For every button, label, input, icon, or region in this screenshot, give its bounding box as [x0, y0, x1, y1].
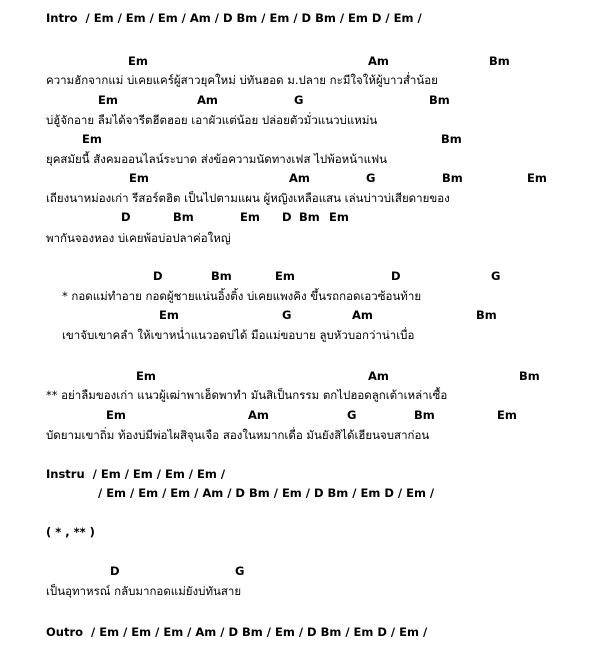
chord: Em — [136, 369, 156, 383]
chord: D — [153, 269, 163, 283]
chord: Am — [248, 408, 269, 422]
chord: D — [282, 210, 292, 224]
chord: G — [294, 93, 304, 107]
chord: Em — [275, 269, 295, 283]
lyric-line: บ่ฮู้จักอาย ลืมได้จารีตฮีตฮอย เอาผัวแต่น้อย ปล่อยตัวมั่วแนวบ่แหม่น — [46, 113, 378, 127]
chord: Bm — [299, 210, 320, 224]
chord: G — [282, 308, 292, 322]
chord: Em — [82, 132, 102, 146]
chord: Bm — [173, 210, 194, 224]
chord: Em — [98, 93, 118, 107]
lyric-line: ความฮักจากแม่ บ่เคยแคร์ผู้สาวยุคใหม่ บ่ทันฮอด ม.ปลาย กะมีใจให้ผู้บาวส่ำน้อย — [46, 73, 438, 87]
instru-line-2: / Em / Em / Em / Am / D Bm / Em / D Bm / Em D / Em / — [98, 486, 435, 500]
chord: G — [235, 564, 245, 578]
lyric-line: เป็นอุทาหรณ์ กลับมากอดแม่ยังบ่ทันสาย — [46, 584, 242, 598]
chord: Em — [240, 210, 260, 224]
chord: Bm — [441, 132, 462, 146]
chord: Em — [128, 54, 148, 68]
chord: G — [491, 269, 501, 283]
chord: Bm — [429, 93, 450, 107]
chord: Am — [197, 93, 218, 107]
chord: Em — [106, 408, 126, 422]
chord: Em — [129, 171, 149, 185]
chord: Bm — [414, 408, 435, 422]
chord: Bm — [476, 308, 497, 322]
lyric-line: เถียงนาหม่องเก่า รีสอร์ตฮิต เป็นไปตามแผน ผู้หญิงเหลือแสน เล่นบ่าวบ่เสียดายของ — [46, 191, 450, 205]
chord: Bm — [211, 269, 232, 283]
chord: Bm — [489, 54, 510, 68]
lyric-line: พากันจองหอง บ่เคยพ้อบ่อปลาค่อใหญ่ — [46, 231, 231, 245]
chord: Bm — [442, 171, 463, 185]
chord: D — [110, 564, 120, 578]
chord: Em — [159, 308, 179, 322]
chord: Em — [329, 210, 349, 224]
chord: Am — [368, 54, 389, 68]
chord: G — [366, 171, 376, 185]
chord: Am — [289, 171, 310, 185]
chord: Em — [527, 171, 547, 185]
chord: D — [391, 269, 401, 283]
lyric-line: ** อย่าลืมของเก่า แนวผู้เฒ่าพาเฮ็ดพาทำ มันสิเป็นกรรม ตกไปฮอดลูกเต้าเหล่าเซื้อ — [46, 388, 448, 402]
lyric-line: บัดยามเขาถิ่ม ท้องบ่มีพ่อไผสิจุนเจือ สองในหมากเดื่อ มันยังสิได้เฮียนจบสาก่อน — [46, 428, 430, 442]
intro-line: Intro / Em / Em / Em / Am / D Bm / Em / D Bm / Em D / Em / — [46, 11, 422, 25]
chord: Am — [352, 308, 373, 322]
lyric-line: เขาจับเขาคลำ ให้เขาหน่ำแนวอดบ่ได้ มือแม่ขอบาย ลูบหัวบอกว่าน่าเบื่อ — [62, 328, 415, 342]
lyric-line: ยุคสมัยนี้ สังคมออนไลน์ระบาด ส่งข้อความนัดทางเฟส ไปพ้อหน้าแฟน — [46, 152, 388, 166]
repeat-marker: ( * , ** ) — [46, 525, 95, 539]
chord: Bm — [519, 369, 540, 383]
chord: Em — [497, 408, 517, 422]
chord: Am — [368, 369, 389, 383]
chord: G — [347, 408, 357, 422]
instru-line-1: Instru / Em / Em / Em / Em / — [46, 467, 226, 481]
lyric-line: * กอดแม่ทำอาย กอดผู้ชายแน่นอิ้งติ้ง บ่เคยแพงคิง ขึ้นรถกอดเอวซ้อนท้าย — [62, 289, 422, 303]
chord: D — [121, 210, 131, 224]
outro-line: Outro / Em / Em / Em / Am / D Bm / Em / D Bm / Em D / Em / — [46, 625, 428, 639]
